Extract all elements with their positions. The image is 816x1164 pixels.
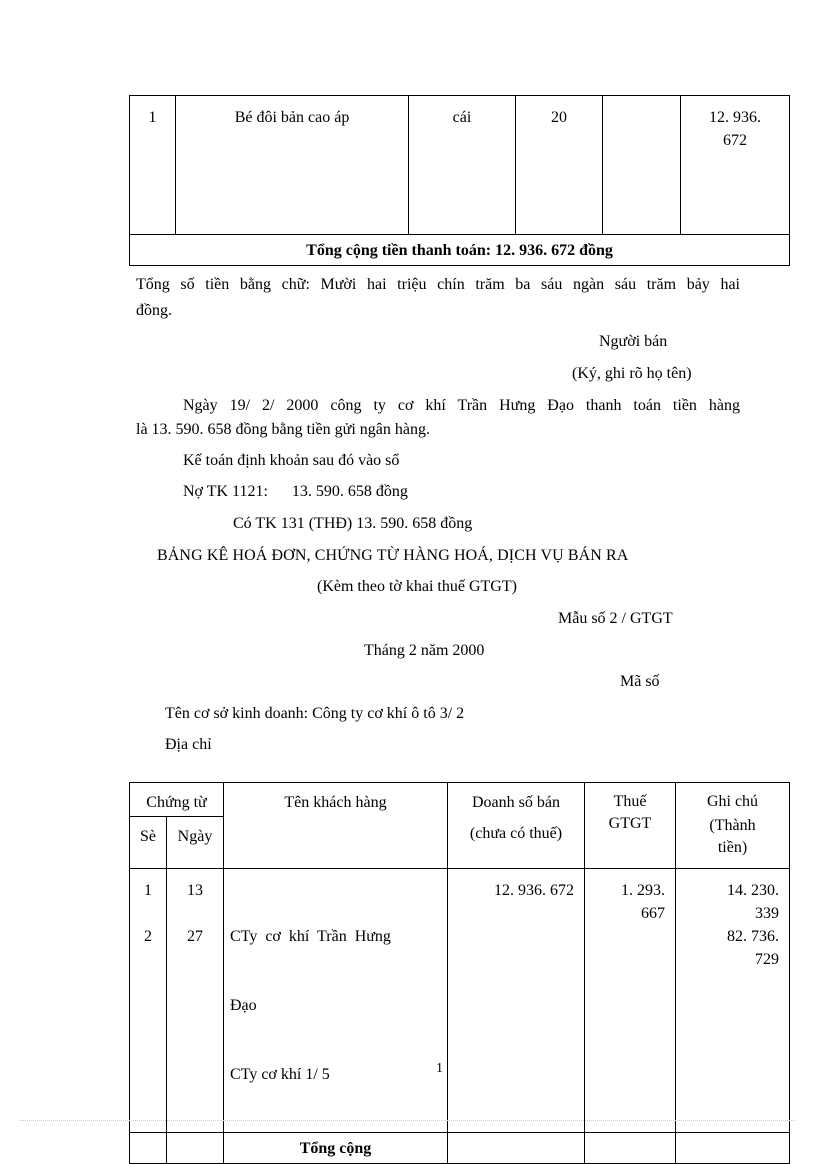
header-customer: Tên khách hàng <box>224 783 448 869</box>
amount-in-words-line-2: đồng. <box>136 302 172 319</box>
page-edge-divider <box>20 1120 796 1121</box>
report-period: Tháng 2 năm 2000 <box>364 642 485 659</box>
amount-line-1: 12. 936. <box>709 109 761 126</box>
header-note-line-1: Ghi chú <box>706 793 759 810</box>
report-title: BẢNG KÊ HOÁ ĐƠN, CHỨNG TỪ HÀNG HOÁ, DỊCH VỤ BÁN RA <box>157 547 629 564</box>
total-row <box>130 235 790 266</box>
credit-entry: Có TK 131 (THĐ) 13. 590. 658 đồng <box>233 515 473 532</box>
header-sales-line-2: (chưa có thuế) <box>469 825 563 842</box>
cells-customer <box>224 869 448 1133</box>
sales-invoice-table <box>129 782 790 1164</box>
entry-intro: Kế toán định khoản sau đó vào sổ <box>183 452 400 469</box>
total-sales <box>448 1133 585 1164</box>
header-note-line-2: (Thành <box>709 817 756 834</box>
seller-signature-note: (Ký, ghi rõ họ tên) <box>572 365 692 382</box>
header-vat <box>585 783 676 869</box>
table-row <box>130 96 790 235</box>
tax-code-label: Mã số <box>620 673 660 690</box>
row-2-note-line-2: 729 <box>755 951 779 968</box>
seller-label: Người bán <box>599 333 668 350</box>
table-row <box>130 869 790 1133</box>
total-note <box>676 1133 790 1164</box>
cells-vat <box>585 869 676 1133</box>
row-1-note-line-1: 14. 230. <box>727 882 779 899</box>
report-subtitle: (Kèm theo tờ khai thuế GTGT) <box>317 578 517 595</box>
row-2-note-line-1: 82. 736. <box>727 928 779 945</box>
row-1-customer-line-1: CTy cơ khí Trần Hưng <box>230 928 391 945</box>
total-empty-2 <box>167 1133 224 1164</box>
header-sales-line-1: Doanh số bán <box>472 794 560 811</box>
total-payment: Tổng cộng tiền thanh toán: 12. 936. 672 đồng <box>130 235 790 266</box>
payment-line-2: là 13. 590. 658 đồng bằng tiền gửi ngân hàng. <box>136 421 430 438</box>
address-label: Địa chỉ <box>165 736 212 753</box>
header-vat-line-1: Thuế <box>613 793 647 810</box>
row-1-sales: 12. 936. 672 <box>494 882 574 899</box>
row-2-date: 27 <box>187 928 203 945</box>
header-sales <box>448 783 585 869</box>
cell-stt: 1 <box>130 96 176 235</box>
row-2-customer: CTy cơ khí 1/ 5 <box>230 1066 330 1083</box>
cells-sales <box>448 869 585 1133</box>
header-voucher: Chứng từ <box>130 783 224 817</box>
business-name: Tên cơ sở kinh doanh: Công ty cơ khí ô tô 3/ 2 <box>165 705 465 722</box>
total-vat <box>585 1133 676 1164</box>
row-1-vat-line-1: 1. 293. <box>621 882 665 899</box>
invoice-items-table <box>129 95 790 266</box>
row-1-date: 13 <box>187 882 203 899</box>
total-empty-1 <box>130 1133 167 1164</box>
header-row <box>130 783 790 817</box>
cell-item-name: Bé đôi bản cao áp <box>176 96 409 235</box>
row-1-customer-line-2: Đạo <box>230 997 257 1014</box>
cell-amount <box>681 96 790 235</box>
cell-quantity: 20 <box>516 96 603 235</box>
amount-in-words-line-1: Tổng số tiền bằng chữ: Mười hai triệu chín trăm ba sáu ngàn sáu trăm bảy hai <box>136 276 740 293</box>
row-1-note-line-2: 339 <box>755 905 779 922</box>
cells-date <box>167 869 224 1133</box>
cell-price <box>603 96 681 235</box>
row-1-vat-line-2: 667 <box>641 905 665 922</box>
cells-number <box>130 869 167 1133</box>
debit-entry: Nợ TK 1121: 13. 590. 658 đồng <box>183 483 408 500</box>
header-date: Ngày <box>167 817 224 869</box>
cell-unit: cái <box>409 96 516 235</box>
row-2-number: 2 <box>144 928 152 945</box>
page-number: 1 <box>436 1061 443 1076</box>
amount-line-2: 672 <box>723 132 747 149</box>
payment-line-1: Ngày 19/ 2/ 2000 công ty cơ khí Trần Hưng Đạo thanh toán tiền hàng <box>183 397 740 414</box>
total-label: Tổng cộng <box>224 1133 448 1164</box>
header-vat-line-2: GTGT <box>608 815 652 832</box>
header-note <box>676 783 790 869</box>
header-note-line-3: tiền) <box>717 839 748 856</box>
cells-note <box>676 869 790 1133</box>
total-row <box>130 1133 790 1164</box>
header-number: Sè <box>130 817 167 869</box>
row-1-number: 1 <box>144 882 152 899</box>
form-number: Mẫu số 2 / GTGT <box>558 610 673 627</box>
